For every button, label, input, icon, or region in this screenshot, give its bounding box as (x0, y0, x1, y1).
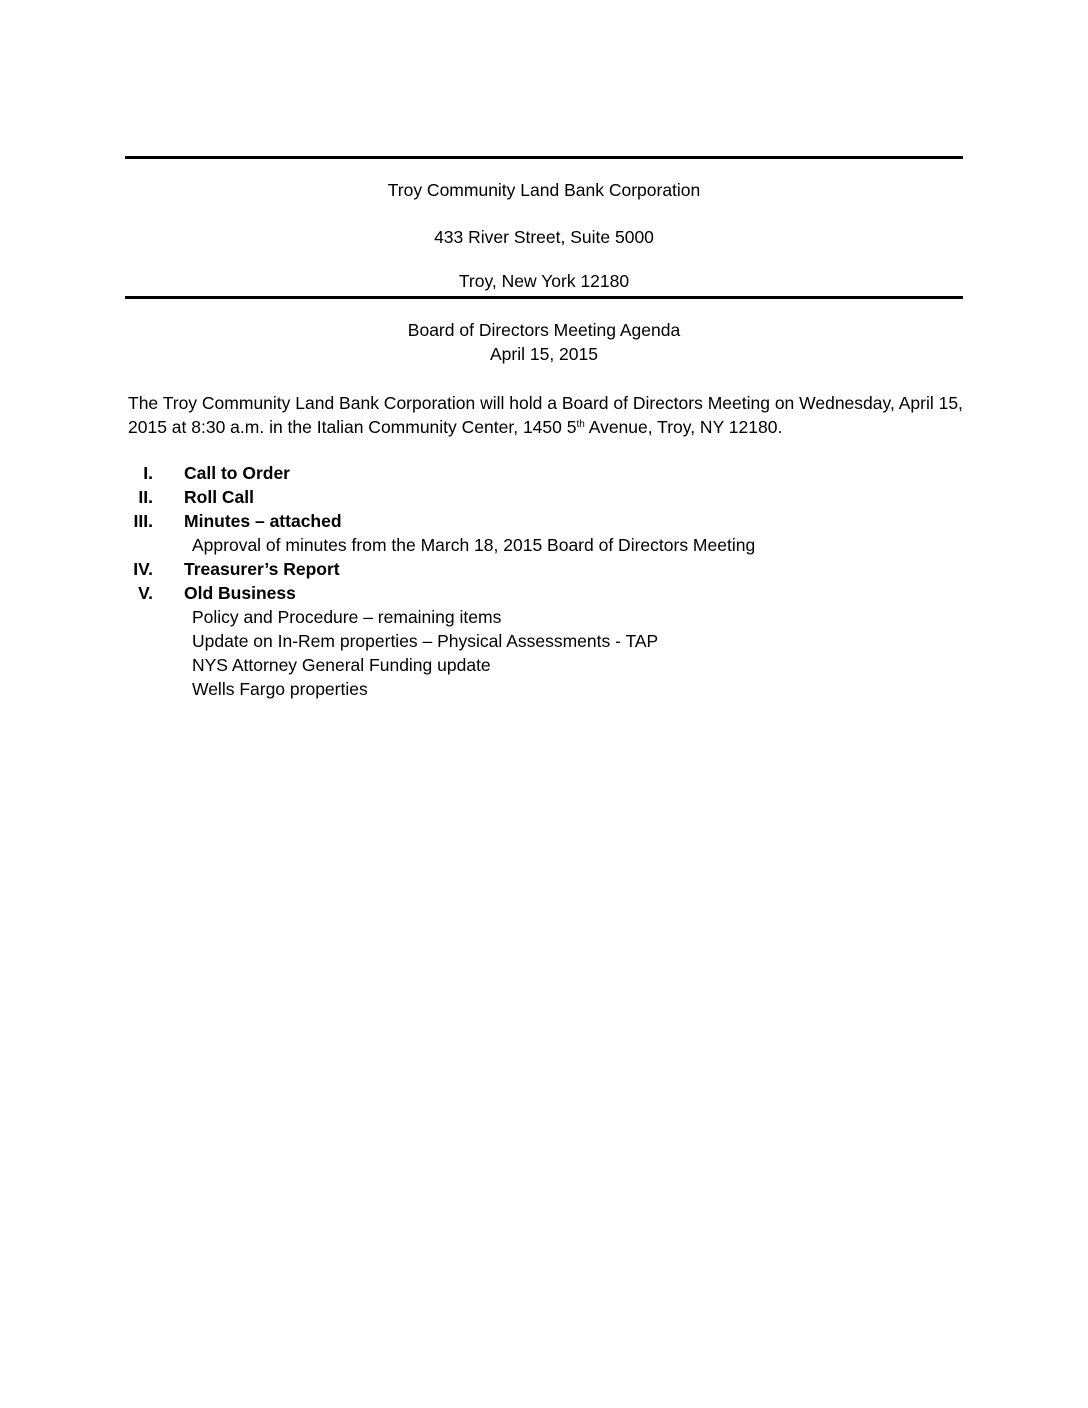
intro-text-part1: The Troy Community Land Bank Corporation will hold a Board of Directors Meeting on Wednesday, April 15, 2015 at 8:30 a.m. in the Italian Community Center, 1450 5 (128, 393, 963, 437)
intro-text-part2: Avenue, Troy, NY 12180. (584, 417, 783, 437)
agenda-subitem: Policy and Procedure – remaining items (192, 607, 502, 627)
agenda-item (0, 461, 1088, 485)
agenda-item (0, 557, 1088, 581)
agenda-item-title: Minutes – attached (184, 511, 342, 531)
agenda-item-title: Old Business (184, 583, 296, 603)
agenda-item (0, 581, 1088, 605)
agenda-date: April 15, 2015 (490, 344, 598, 364)
agenda-item-numeral: III. (133, 511, 153, 531)
agenda-item-title: Roll Call (184, 487, 255, 507)
agenda-subitem: Approval of minutes from the March 18, 2015 Board of Directors Meeting (192, 535, 756, 555)
agenda-item (0, 485, 1088, 509)
agenda-subitem: NYS Attorney General Funding update (192, 655, 491, 675)
agenda-item-numeral: IV. (133, 559, 153, 579)
agenda-subitem: Update on In-Rem properties – Physical Assessments - TAP (192, 631, 659, 651)
organization-name: Troy Community Land Bank Corporation (387, 180, 701, 200)
organization-city: Troy, New York 12180 (458, 271, 630, 291)
header-bottom-rule (125, 296, 963, 299)
agenda-item-numeral: II. (138, 487, 153, 507)
meeting-intro-paragraph (128, 391, 968, 439)
agenda-item (0, 509, 1088, 533)
intro-superscript: th (576, 419, 585, 430)
agenda-item-title: Call to Order (184, 463, 290, 483)
agenda-title: Board of Directors Meeting Agenda (407, 320, 681, 340)
agenda-item-title: Treasurer’s Report (184, 559, 340, 579)
agenda-item-numeral: I. (143, 463, 153, 483)
organization-address: 433 River Street, Suite 5000 (434, 227, 654, 247)
header-top-rule (125, 156, 963, 159)
agenda-subitem: Wells Fargo properties (192, 679, 368, 699)
agenda-item-numeral: V. (138, 583, 153, 603)
agenda-list (0, 461, 1088, 701)
